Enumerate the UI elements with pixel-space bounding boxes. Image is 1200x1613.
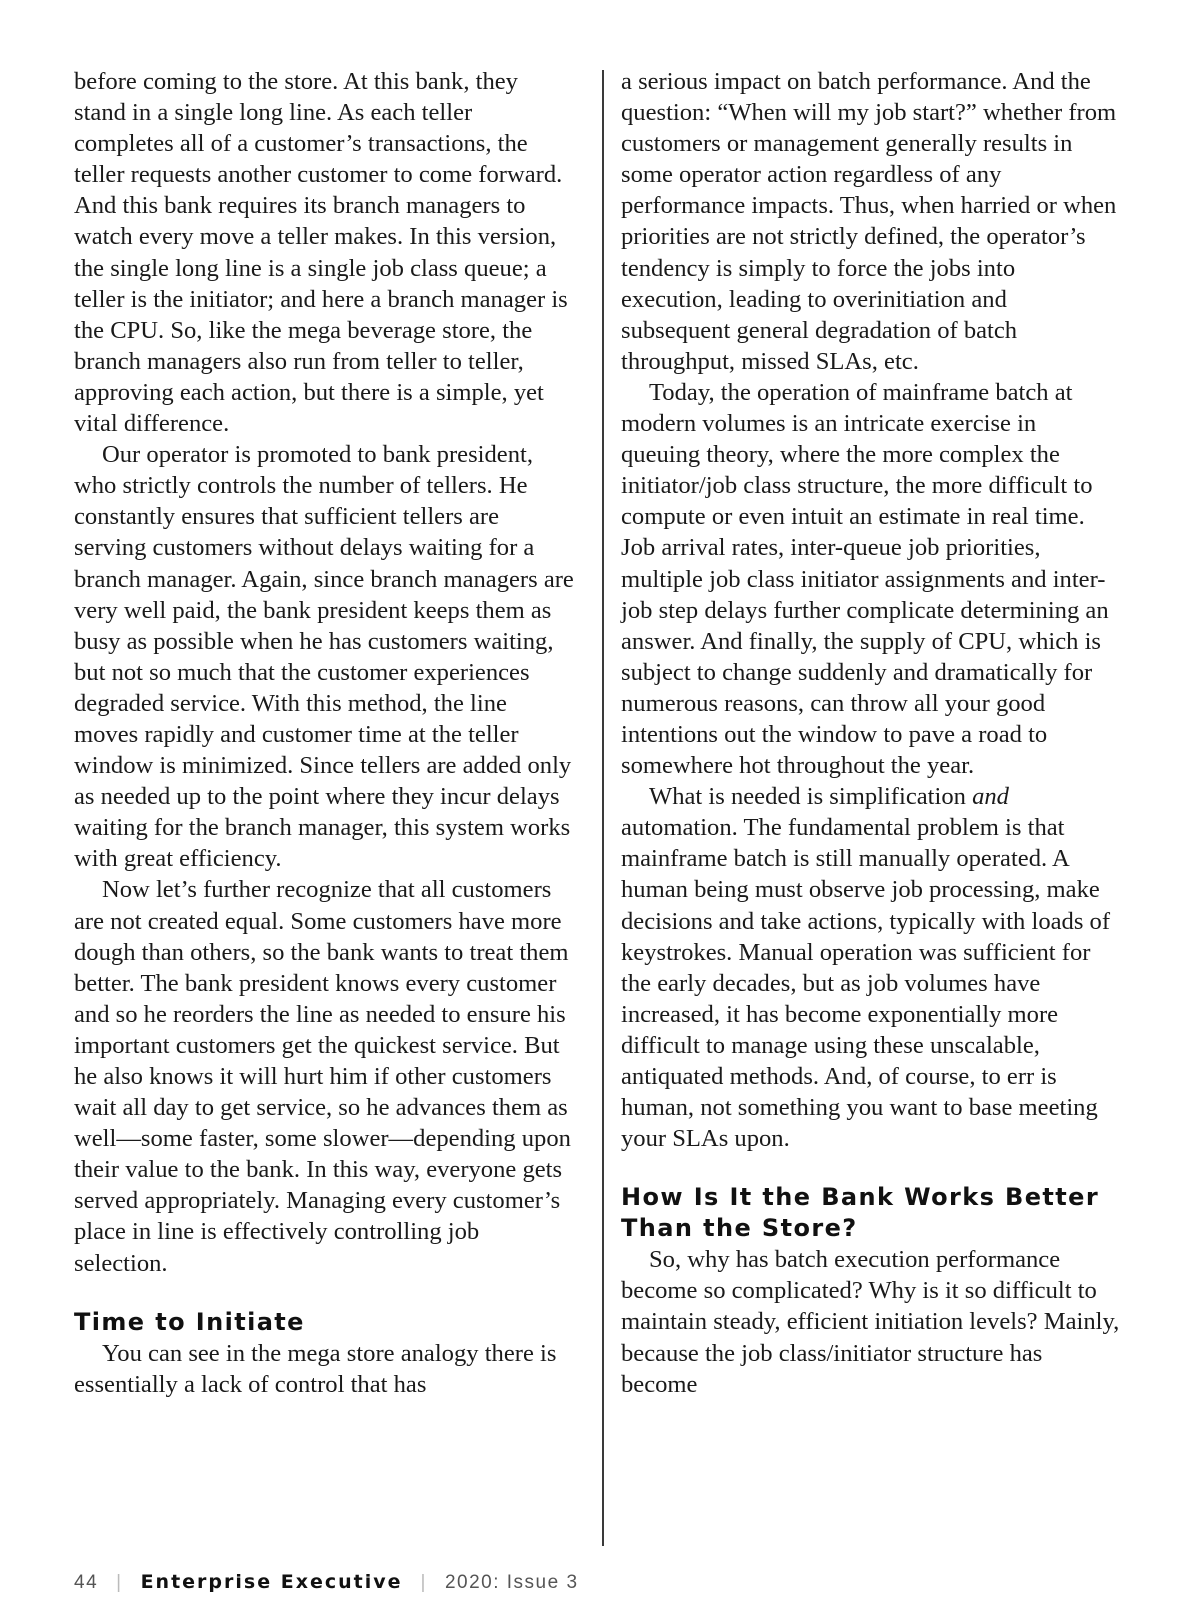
magazine-title: Enterprise Executive — [140, 1571, 403, 1593]
page-footer — [74, 1571, 579, 1594]
section-heading-bank-vs-store: How Is It the Bank Works Better Than the Store? — [621, 1183, 1100, 1243]
right-column — [621, 66, 1121, 1400]
paragraph: So, why has batch execution performance become so complicated? Why is it so difficult to maintain steady, efficient initiation levels? Mainly, because the job class/initiator structure has become — [621, 1246, 1120, 1398]
paragraph: a serious impact on batch performance. And the question: “When will my job start?” whether from customers or management generally results in some operator action regardless of any performance impacts. Thus, when harried or when priorities are not strictly defined, the operator’s tendency is simply to force the jobs into execution, leading to overinitiation and subsequent general degradation of batch throughput, missed SLAs, etc. — [621, 68, 1117, 375]
paragraph — [621, 781, 1121, 1154]
footer-separator: | — [116, 1572, 123, 1593]
page-number: 44 — [74, 1572, 99, 1593]
paragraph: before coming to the store. At this bank, they stand in a single long line. As each teller completes all of a customer’s transactions, the teller requests another customer to come forward. And this bank requires its branch managers to watch every move a teller makes. In this version, the single long line is a single job class queue; a teller is the initiator; and here a branch manager is the CPU. So, like the mega beverage store, the branch managers also run from teller to teller, approving each action, but there is a simple, yet vital difference. — [74, 68, 568, 438]
paragraph: You can see in the mega store analogy there is essentially a lack of control that has — [74, 1339, 557, 1398]
column-divider — [602, 70, 604, 1546]
footer-separator: | — [420, 1572, 427, 1593]
paragraph-text: automation. The fundamental problem is that mainframe batch is still manually operated. A human being must observe job processing, make decisions and take actions, typically with loads of keystrokes. Manual operation was sufficient for the early decades, but as job volumes have increased, it has become exponentially more difficult to manage using these unscalable, antiquated methods. And, of course, to err is human, not something you want to base meeting your SLAs upon. — [621, 814, 1111, 1153]
paragraph: Our operator is promoted to bank president, who strictly controls the number of tellers. He constantly ensures that sufficient tellers are serving customers without delays waiting for a branch manager. Again, since branch managers are very well paid, the bank president keeps them as busy as possible when he has customers waiting, but not so much that the customer experiences degraded service. With this method, the line moves rapidly and customer time at the teller window is minimized. Since tellers are added only as needed up to the point where they incur delays waiting for the branch manager, this system works with great efficiency. — [74, 441, 574, 873]
paragraph-text: What is needed is simplification — [649, 783, 973, 811]
emphasis-text: and — [972, 783, 1009, 811]
issue-label: 2020: Issue 3 — [444, 1572, 579, 1593]
section-heading-time-to-initiate: Time to Initiate — [74, 1307, 305, 1336]
paragraph: Today, the operation of mainframe batch at modern volumes is an intricate exercise in queuing theory, where the more complex the initiator/job class structure, the more difficult to compute or even intuit an estimate in real time. Job arrival rates, inter-queue job priorities, multiple job class initiator assignments and inter-job step delays further complicate determining an answer. And finally, the supply of CPU, which is subject to change suddenly and dramatically for numerous reasons, can throw all your good intentions out the window to pave a road to somewhere hot throughout the year. — [621, 378, 1109, 780]
left-column — [74, 66, 574, 1400]
paragraph: Now let’s further recognize that all customers are not created equal. Some customers have more dough than others, so the bank wants to treat them better. The bank president knows every customer and so he reorders the line as needed to ensure his important customers get the quickest service. But he also knows it will hurt him if other customers wait all day to get service, so he advances them as well—some faster, some slower—depending upon their value to the bank. In this way, everyone gets served appropriately. Managing every customer’s place in line is effectively controlling job selection. — [74, 876, 571, 1277]
